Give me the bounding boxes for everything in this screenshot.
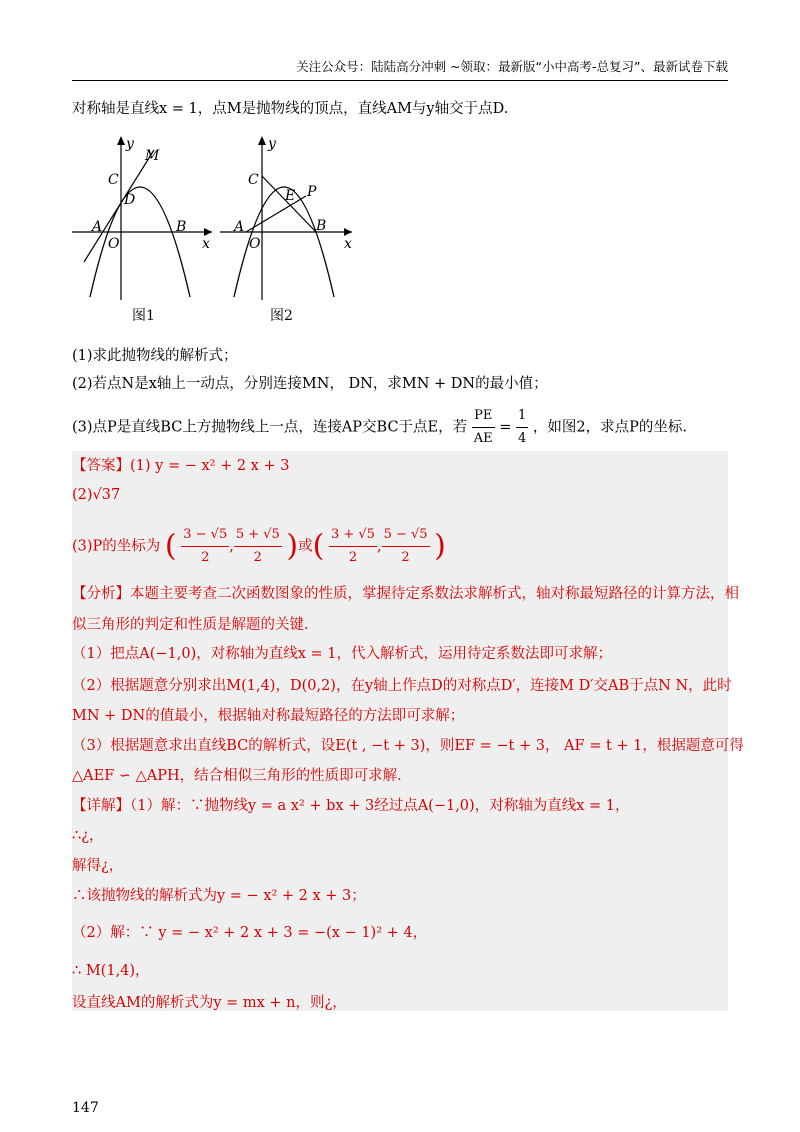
fig1-label: x [202,236,210,252]
p2-x [329,524,377,569]
answer-line-2 [72,484,120,506]
page-number: 147 [72,1100,99,1116]
p2-x-den: 2 [348,550,358,565]
fig2-label: x [344,236,352,252]
fig2-label: C [248,172,259,188]
detail-line-3: 解得¿， [72,858,124,874]
fig2-label: A [234,219,245,235]
figure-2 [212,132,362,302]
analysis-line-1: 【分析】本题主要考查二次函数图象的性质，掌握待定系数法求解析式，轴对称最短路径的计算方法，相 [72,586,739,602]
fig1-label: A [92,219,103,235]
answer-line-3: (3)P的坐标为 ( $\frac{3 - √5}{2}$ , $\frac{5 + √5}{2}$ )或( $\frac{3 + √5}{2}$ , $\frac{5 - √5}{2}$ ) [72,524,446,569]
pe-ae-fraction [472,405,495,450]
question-2: (2)若点N是x轴上一动点，分别连接MN， DN，求MN + DN的最小值； [72,376,548,392]
figure-2-caption: 图2 [270,308,293,324]
question-1: (1)求此抛物线的解析式； [72,348,238,364]
fig2-label: O [249,236,261,252]
fig1-label: O [108,236,120,252]
detail-line-6: ∴ M(1,4)， [72,963,150,979]
question-3-text-a: (3)点P是直线BC上方抛物线上一点，连接AP交BC于点E，若 [72,419,468,436]
detail-line-4: ∴该抛物线的解析式为y = − x² + 2 x + 3； [72,888,366,904]
fig1-label: y [126,136,134,152]
page-header: 关注公众号：陆陆高分冲刺 ~领取：最新版“小中高考-总复习”、最新试卷下载 [296,59,728,74]
p1-y [234,524,282,569]
p2-y [382,524,430,569]
fig1-label: M [145,148,160,164]
p1-y-num: 5 + √5 [234,524,282,547]
p2-y-den: 2 [401,550,410,565]
quarter-fraction [516,405,528,450]
p2-y-num: 5 − √5 [382,524,430,547]
answer-1: (1) y = − x² + 2 x + 3 [130,458,290,474]
comma: , [376,538,382,555]
p1-x [181,524,229,569]
analysis-line-7: △AEF ∽ △APH，结合相似三角形的性质即可求解. [72,768,402,784]
question-3-text-b: ，如图2，求点P的坐标. [532,419,688,436]
figure-1-caption: 图1 [132,308,155,324]
answer-2-prefix: (2) [72,487,93,503]
p1-x-num: 3 − √5 [181,524,229,547]
fig1-label: C [108,172,119,188]
fig2-label: B [316,218,327,234]
detail-line-7: 设直线AM的解析式为y = mx + n，则¿， [72,995,347,1011]
detail-line-1: 【详解】（1）解：∵抛物线y = a x² + bx + 3经过点A(−1,0)，对称轴为直线x = 1， [72,798,630,814]
answer-2-value: √37 [92,487,121,503]
detail-line-2: ∴¿， [72,828,104,844]
comma: , [229,538,234,555]
analysis-line-2: 似三角形的判定和性质是解题的关键. [72,617,309,633]
fig2-label: P [307,184,317,200]
analysis-line-4: （2）根据题意分别求出M(1,4)，D(0,2)，在y轴上作点D的对称点D′，连接M D′交AB于点N N，此时 [72,678,732,694]
fraction-numerator: 1 [516,405,528,428]
detail-line-5: （2）解：∵ y = − x² + 2 x + 3 = −(x − 1)² + 4， [72,925,428,941]
analysis-line-6: （3）根据题意求出直线BC的解析式，设E(t , −t + 3)，则EF = −t + 3， AF = t + 1，根据题意可得 [72,738,744,754]
fraction-denominator: AE [473,431,493,446]
figure-1 [72,132,222,302]
p1-x-den: 2 [201,550,210,565]
header-rule [72,80,728,81]
answer-3-prefix: (3)P的坐标为 [72,538,161,555]
or-text: 或 [298,538,313,555]
analysis-line-5: MN + DN的值最小，根据轴对称最短路径的方法即可求解； [72,708,465,724]
fig2-label: y [268,136,276,152]
equals-sign: = [499,419,512,436]
question-3 [72,405,687,450]
fig2-label: E [285,188,296,204]
answer-tag: 【答案】 [72,458,130,474]
fig1-label: B [176,219,187,235]
answer-line-1 [72,455,289,477]
fraction-denominator: 4 [518,431,527,446]
p1-y-den: 2 [253,550,262,565]
analysis-line-3: （1）把点A(−1,0)，对称轴为直线x = 1，代入解析式，运用待定系数法即可求解； [72,646,612,662]
fraction-numerator: PE [472,405,495,428]
fig1-label: D [124,192,136,208]
intro-text: 对称轴是直线x = 1，点M是抛物线的顶点，直线AM与y轴交于点D. [72,101,509,117]
p2-x-num: 3 + √5 [329,524,377,547]
